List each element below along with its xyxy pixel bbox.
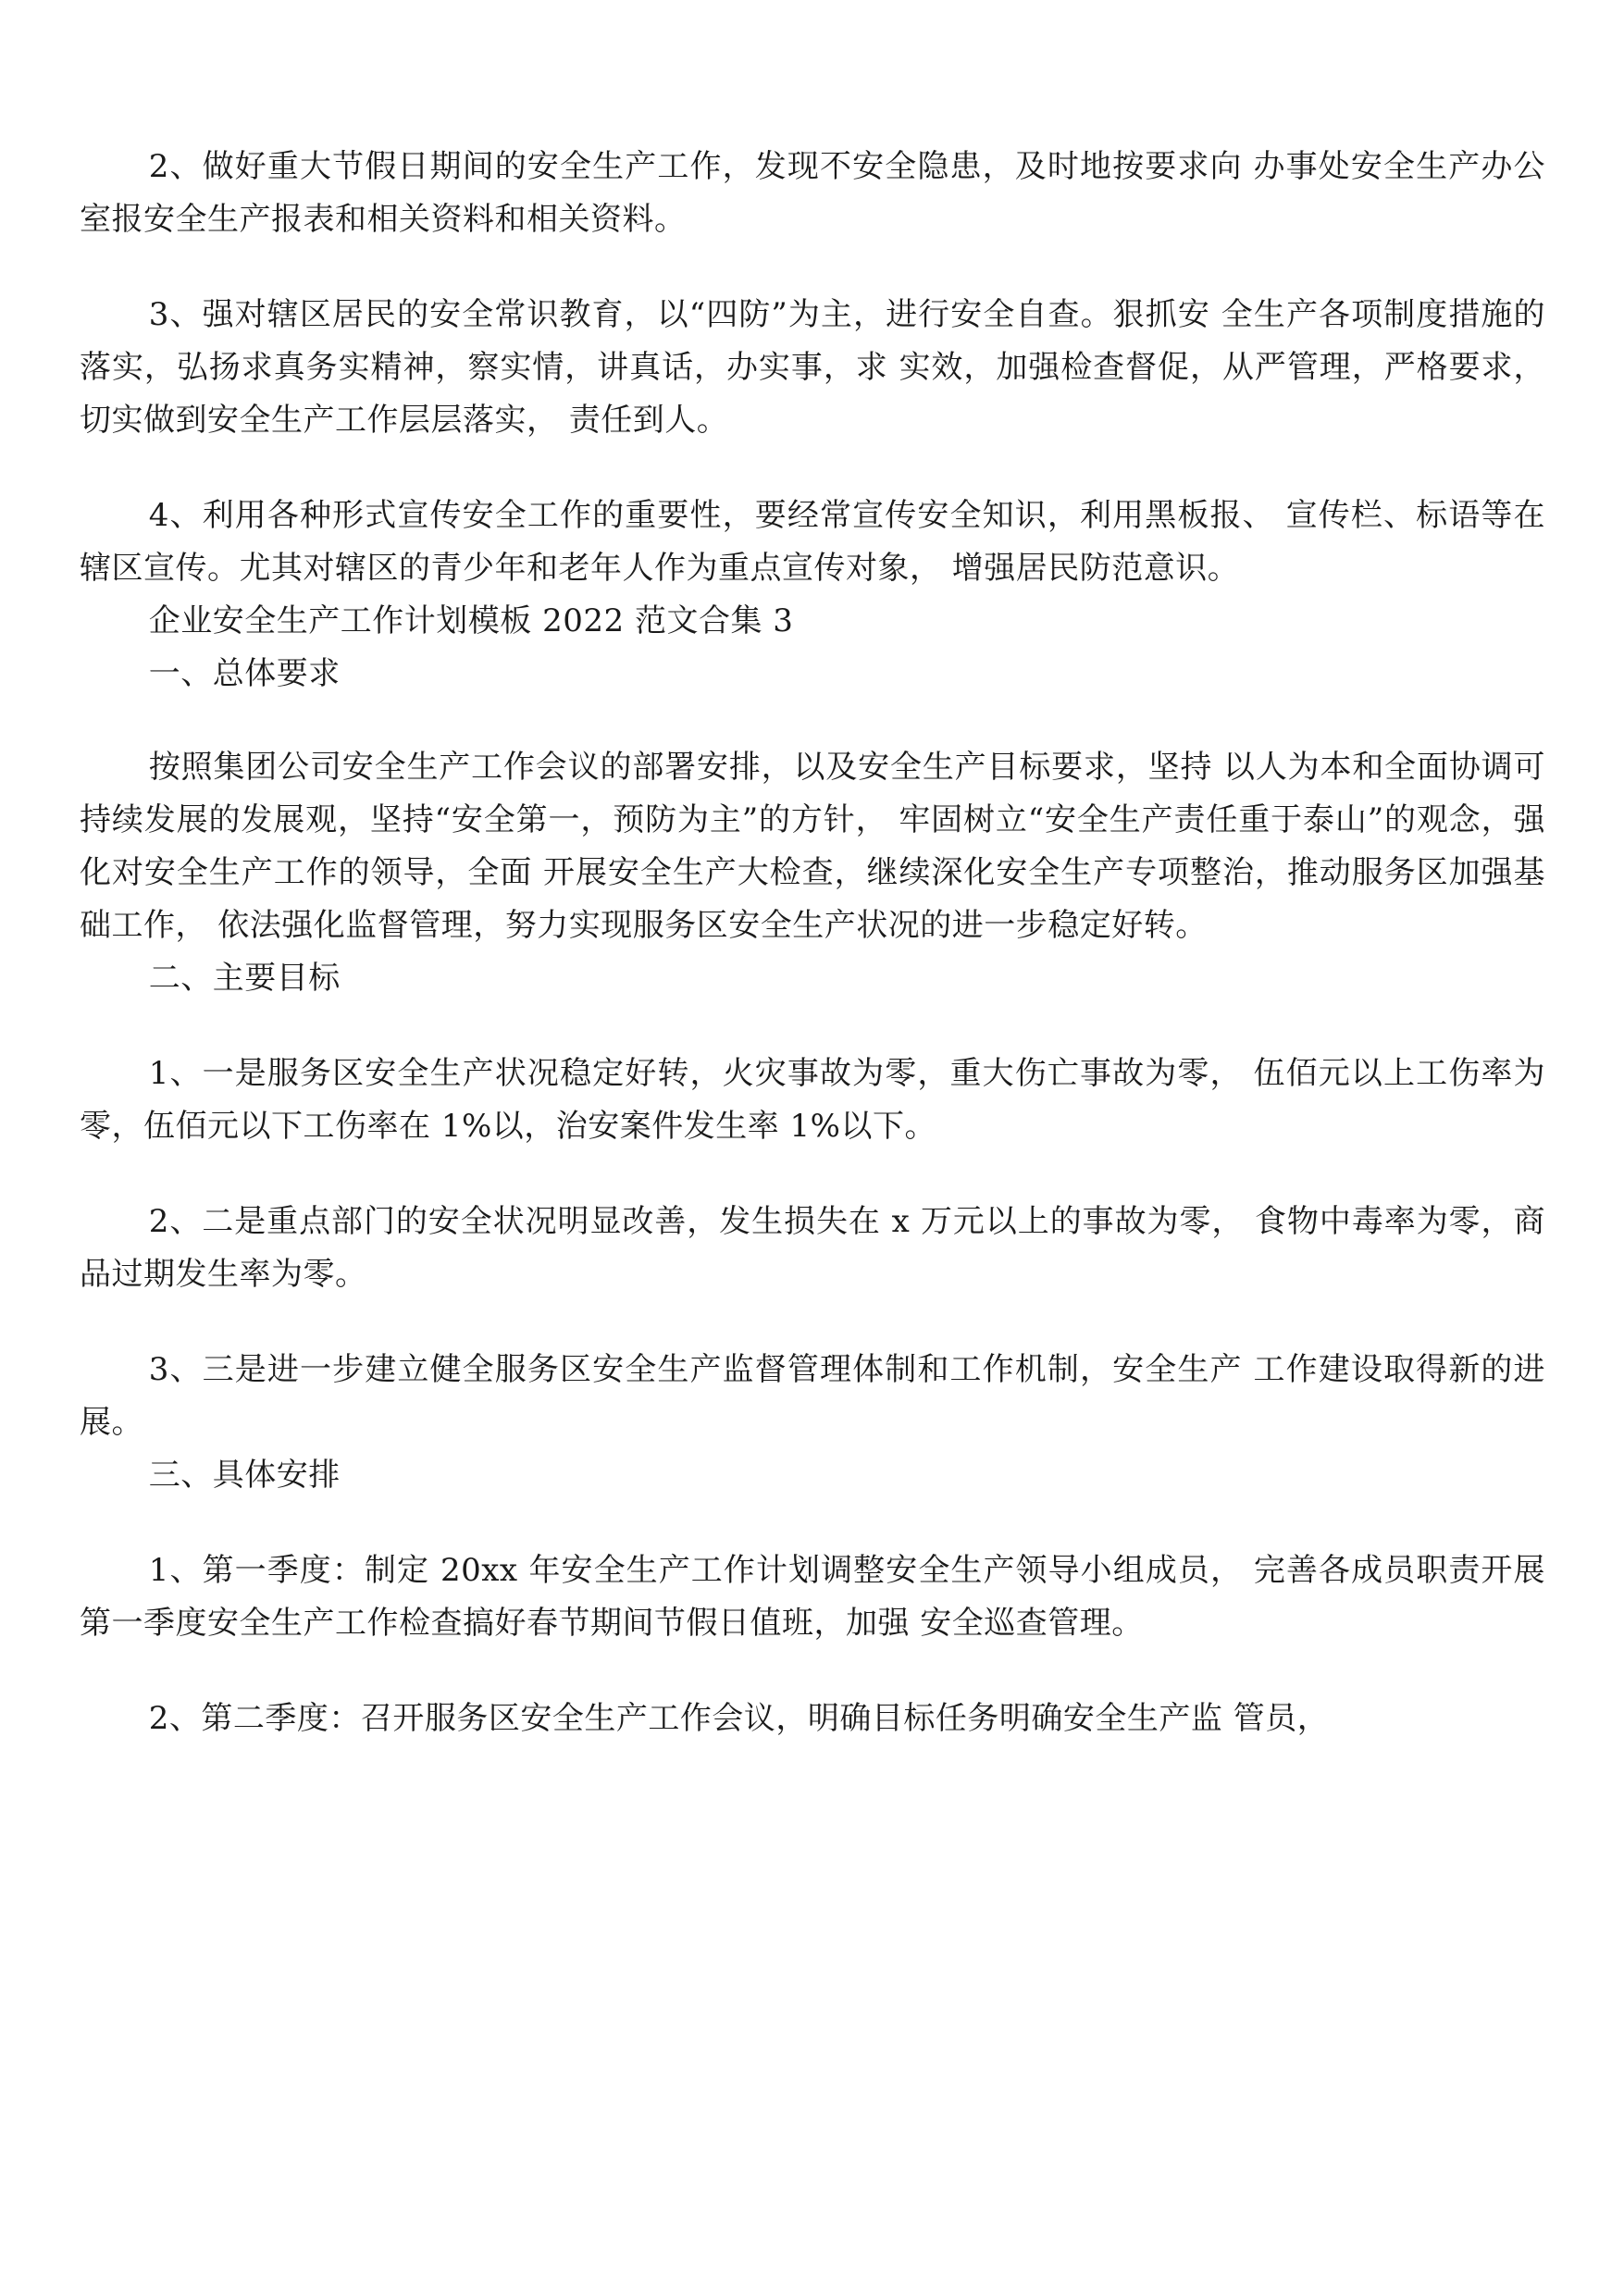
paragraph-overall-requirements: 按照集团公司安全生产工作会议的部署安排，以及安全生产目标要求，坚持 以人为本和全面协调可持续发展的发展观，坚持“安全第一，预防为主”的方针， 牢固树立“安全生产责任重于泰山”的观念，强化对安全生产工作的领导，全面 开展安全生产大检查，继续深化安全生产专项整治，推动服务区加强基础工作， 依法强化监督管理，努力实现服务区安全生产状况的进一步稳定好转。 bbox=[80, 749, 1545, 944]
heading-main-goals: 二、主要目标 bbox=[148, 960, 341, 997]
heading-overall-requirements: 一、总体要求 bbox=[148, 655, 341, 692]
paragraph-q1-arrangement: 1、第一季度：制定 20xx 年安全生产工作计划调整安全生产领导小组成员， 完善各成员职责开展第一季度安全生产工作检查搞好春节期间节假日值班，加强 安全巡查管理。 bbox=[80, 1552, 1545, 1642]
document-body bbox=[80, 141, 1545, 1745]
paragraph-goal-2: 2、二是重点部门的安全状况明显改善，发生损失在 x 万元以上的事故为零， 食物中毒率为零，商品过期发生率为零。 bbox=[80, 1203, 1545, 1293]
section-title-collection-3: 企业安全生产工作计划模板 2022 范文合集 3 bbox=[148, 602, 794, 639]
paragraph-item-2-holiday-safety: 2、做好重大节假日期间的安全生产工作，发现不安全隐患，及时地按要求向 办事处安全生产办公室报安全生产报表和相关资料和相关资料。 bbox=[80, 148, 1545, 238]
paragraph-goal-1: 1、一是服务区安全生产状况稳定好转，火灾事故为零，重大伤亡事故为零， 伍佰元以上工伤率为零，伍佰元以下工伤率在 1%以，治安案件发生率 1%以下。 bbox=[80, 1055, 1545, 1145]
heading-specific-arrangements: 三、具体安排 bbox=[148, 1457, 341, 1494]
paragraph-goal-3: 3、三是进一步建立健全服务区安全生产监督管理体制和工作机制，安全生产 工作建设取得新的进展。 bbox=[80, 1351, 1545, 1441]
paragraph-q2-arrangement: 2、第二季度：召开服务区安全生产工作会议，明确目标任务明确安全生产监 管员， bbox=[148, 1700, 1330, 1737]
paragraph-item-4-publicity: 4、利用各种形式宣传安全工作的重要性，要经常宣传安全知识，利用黑板报、 宣传栏、标语等在辖区宣传。尤其对辖区的青少年和老年人作为重点宣传对象， 增强居民防范意识。 bbox=[80, 497, 1545, 587]
paragraph-item-3-resident-education: 3、强对辖区居民的安全常识教育，以“四防”为主，进行安全自查。狠抓安 全生产各项制度措施的落实，弘扬求真务实精神，察实情，讲真话，办实事，求 实效，加强检查督促，从严管理，严格要求，切实做到安全生产工作层层落实， 责任到人。 bbox=[80, 296, 1545, 439]
